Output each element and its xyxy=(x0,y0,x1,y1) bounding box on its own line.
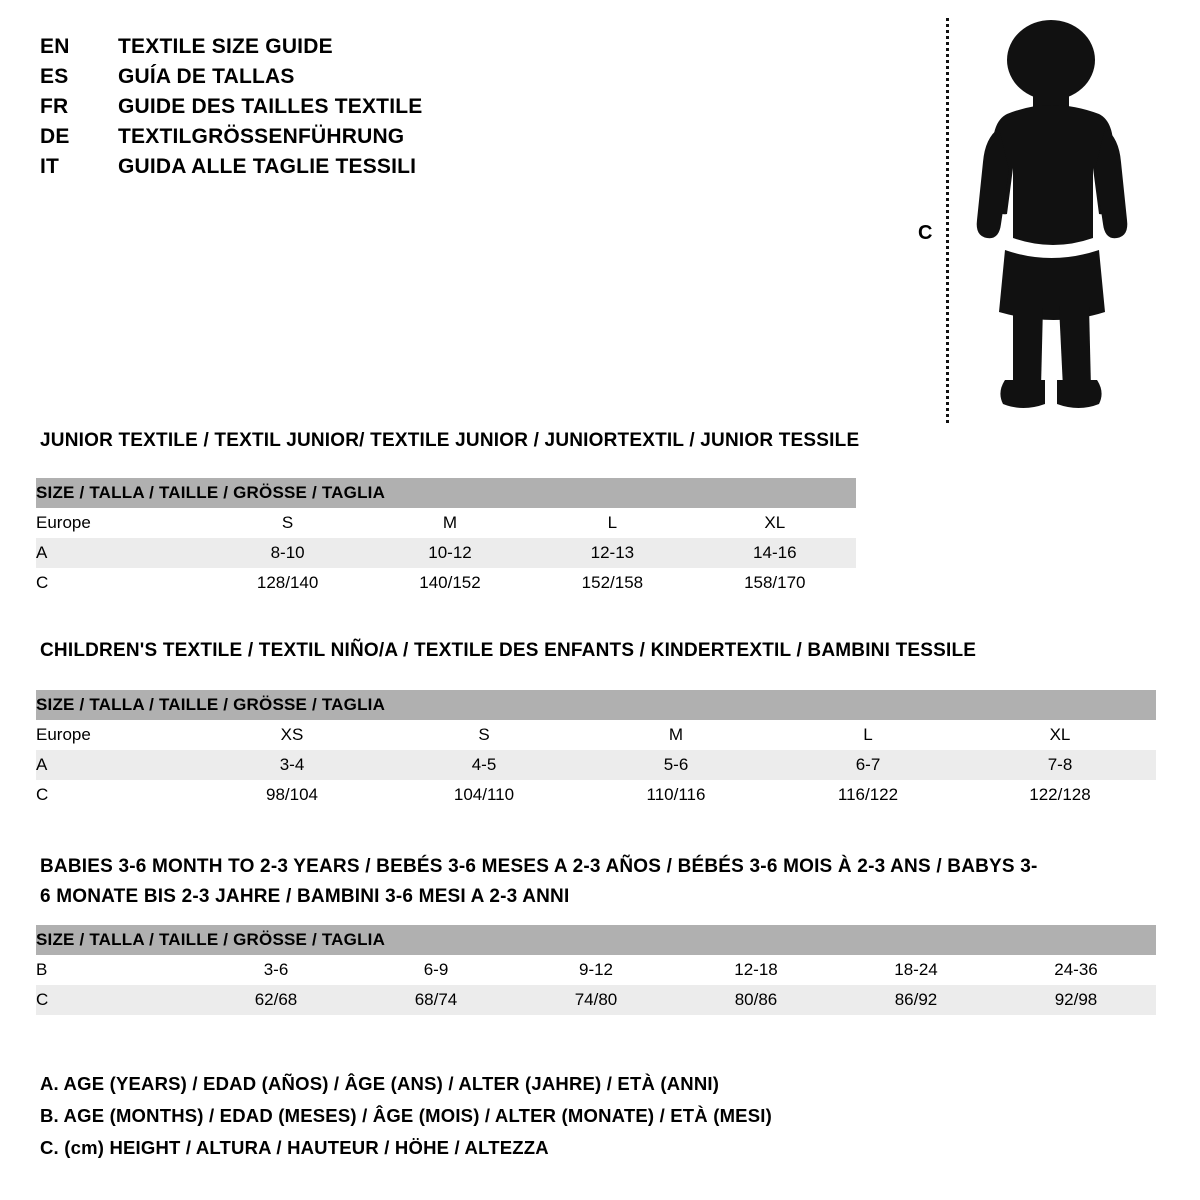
table-row xyxy=(36,538,856,568)
cell: 128/140 xyxy=(206,568,368,598)
cell: S xyxy=(388,720,580,750)
cell: 92/98 xyxy=(996,985,1156,1015)
height-measure-line xyxy=(946,18,949,423)
row-label: Europe xyxy=(36,508,206,538)
height-measure-label: C xyxy=(918,222,933,244)
language-row xyxy=(40,32,600,62)
cell: XL xyxy=(694,508,856,538)
language-code: ES xyxy=(40,65,69,88)
cell: 110/116 xyxy=(580,780,772,810)
cell: 6-7 xyxy=(772,750,964,780)
cell: 4-5 xyxy=(388,750,580,780)
cell: 98/104 xyxy=(196,780,388,810)
legend-block xyxy=(40,1068,772,1164)
language-code: EN xyxy=(40,35,70,58)
band-label: SIZE / TALLA / TAILLE / GRÖSSE / TAGLIA xyxy=(36,690,1156,720)
language-code: DE xyxy=(40,125,70,148)
legend-item-a: A. AGE (YEARS) / EDAD (AÑOS) / ÂGE (ANS) / ALTER (JAHRE) / ETÀ (ANNI) xyxy=(40,1073,720,1094)
children-size-table xyxy=(36,690,1156,810)
cell: M xyxy=(580,720,772,750)
babies-size-table xyxy=(36,925,1156,1015)
language-code: FR xyxy=(40,95,69,118)
language-title-block xyxy=(40,32,600,182)
table-row xyxy=(36,780,1156,810)
language-title: TEXTILGRÖSSENFÜHRUNG xyxy=(118,125,405,148)
section-title-junior: JUNIOR TEXTILE / TEXTIL JUNIOR/ TEXTILE JUNIOR / JUNIORTEXTIL / JUNIOR TESSILE xyxy=(40,430,860,451)
cell: 7-8 xyxy=(964,750,1156,780)
language-row xyxy=(40,92,600,122)
figure-area xyxy=(900,10,1160,430)
row-label: C xyxy=(36,568,206,598)
cell: 8-10 xyxy=(206,538,368,568)
band-label: SIZE / TALLA / TAILLE / GRÖSSE / TAGLIA xyxy=(36,478,856,508)
cell: 6-9 xyxy=(356,955,516,985)
cell: 140/152 xyxy=(369,568,531,598)
cell: 122/128 xyxy=(964,780,1156,810)
section-title-children: CHILDREN'S TEXTILE / TEXTIL NIÑO/A / TEXTILE DES ENFANTS / KINDERTEXTIL / BAMBINI TESSILE xyxy=(40,640,977,661)
language-row xyxy=(40,152,600,182)
table-row xyxy=(36,508,856,538)
table-band-row xyxy=(36,478,856,508)
cell: 158/170 xyxy=(694,568,856,598)
cell: M xyxy=(369,508,531,538)
cell: 152/158 xyxy=(531,568,693,598)
row-label: B xyxy=(36,955,196,985)
table-row xyxy=(36,720,1156,750)
legend-item-c: C. (cm) HEIGHT / ALTURA / HAUTEUR / HÖHE / ALTEZZA xyxy=(40,1137,549,1158)
row-label: A xyxy=(36,750,196,780)
language-title: GUÍA DE TALLAS xyxy=(118,65,295,88)
band-label: SIZE / TALLA / TAILLE / GRÖSSE / TAGLIA xyxy=(36,925,1156,955)
table-row xyxy=(36,568,856,598)
table-row xyxy=(36,955,1156,985)
cell: 18-24 xyxy=(836,955,996,985)
cell: XS xyxy=(196,720,388,750)
language-title: GUIDE DES TAILLES TEXTILE xyxy=(118,95,423,118)
section-title-babies: BABIES 3-6 MONTH TO 2-3 YEARS / BEBÉS 3-6 MESES A 2-3 AÑOS / BÉBÉS 3-6 MOIS À 2-3 ANS / BABYS 3-6 MONATE BIS 2-3 JAHRE / BAMBINI 3-6 MESI A 2-3 ANNI xyxy=(40,856,1038,907)
cell: 14-16 xyxy=(694,538,856,568)
cell: 104/110 xyxy=(388,780,580,810)
language-code: IT xyxy=(40,155,60,178)
cell: 80/86 xyxy=(676,985,836,1015)
cell: 12-18 xyxy=(676,955,836,985)
row-label: C xyxy=(36,780,196,810)
cell: L xyxy=(531,508,693,538)
row-label: A xyxy=(36,538,206,568)
row-label: Europe xyxy=(36,720,196,750)
junior-size-table xyxy=(36,478,856,598)
cell: 74/80 xyxy=(516,985,676,1015)
table-row xyxy=(36,985,1156,1015)
table-row xyxy=(36,750,1156,780)
row-label: C xyxy=(36,985,196,1015)
cell: 3-4 xyxy=(196,750,388,780)
cell: 5-6 xyxy=(580,750,772,780)
language-title: GUIDA ALLE TAGLIE TESSILI xyxy=(118,155,417,178)
cell: 62/68 xyxy=(196,985,356,1015)
table-band-row xyxy=(36,690,1156,720)
language-row xyxy=(40,62,600,92)
cell: 12-13 xyxy=(531,538,693,568)
cell: 68/74 xyxy=(356,985,516,1015)
cell: 24-36 xyxy=(996,955,1156,985)
cell: 116/122 xyxy=(772,780,964,810)
cell: S xyxy=(206,508,368,538)
cell: 86/92 xyxy=(836,985,996,1015)
language-row xyxy=(40,122,600,152)
cell: 10-12 xyxy=(369,538,531,568)
child-silhouette-icon xyxy=(955,18,1145,423)
legend-item-b: B. AGE (MONTHS) / EDAD (MESES) / ÂGE (MOIS) / ALTER (MONATE) / ETÀ (MESI) xyxy=(40,1105,772,1126)
table-band-row xyxy=(36,925,1156,955)
language-title: TEXTILE SIZE GUIDE xyxy=(118,35,333,58)
cell: 9-12 xyxy=(516,955,676,985)
cell: XL xyxy=(964,720,1156,750)
cell: L xyxy=(772,720,964,750)
cell: 3-6 xyxy=(196,955,356,985)
